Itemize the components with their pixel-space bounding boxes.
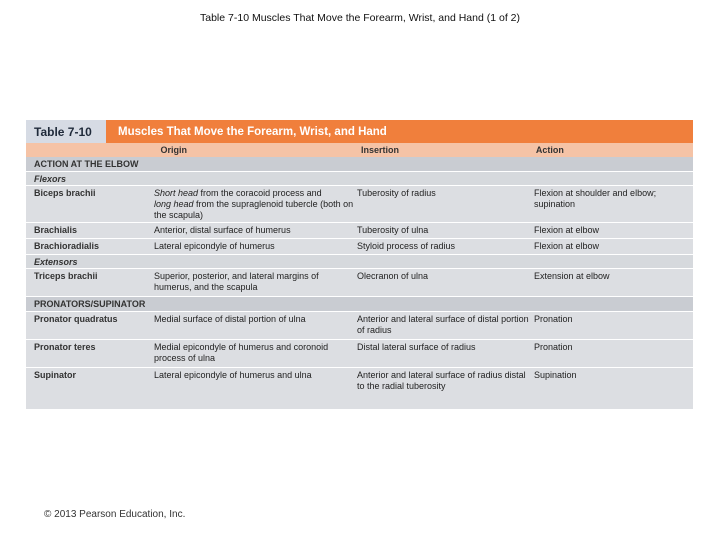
origin-cell — [154, 186, 357, 222]
muscle-name: Pronator teres — [34, 342, 96, 352]
origin-part: from the coracoid process and — [198, 188, 322, 198]
origin-cell: Lateral epicondyle of humerus — [154, 241, 275, 251]
insertion-cell: Anterior and lateral surface of radius distal to the radial tuberosity — [357, 370, 526, 391]
table-row — [26, 312, 693, 340]
table-header — [26, 120, 693, 143]
origin-cell: Superior, posterior, and lateral margins of humerus, and the scapula — [154, 271, 319, 292]
origin-cell: Medial epicondyle of humerus and coronoid process of ulna — [154, 342, 329, 363]
action-cell: Pronation — [534, 342, 573, 352]
origin-cell: Medial surface of distal portion of ulna — [154, 314, 306, 324]
table-row — [26, 340, 693, 368]
insertion-cell: Styloid process of radius — [357, 241, 456, 251]
table-row — [26, 186, 693, 223]
muscle-name: Supinator — [34, 370, 76, 380]
insertion-cell: Tuberosity of ulna — [357, 225, 429, 235]
table-number: Table 7-10 — [26, 120, 106, 143]
insertion-cell: Anterior and lateral surface of distal portion of radius — [357, 314, 529, 335]
section-action-at-elbow: ACTION AT THE ELBOW — [26, 157, 693, 172]
action-cell: Flexion at elbow — [534, 225, 600, 235]
muscle-name: Pronator quadratus — [34, 314, 118, 324]
origin-cell: Anterior, distal surface of humerus — [154, 225, 291, 235]
table-row — [26, 269, 693, 297]
table-row — [26, 368, 693, 396]
table-row — [26, 223, 693, 239]
table-caption: Muscles That Move the Forearm, Wrist, and Hand — [118, 125, 387, 138]
column-headers — [26, 143, 693, 157]
muscle-name: Biceps brachii — [34, 188, 96, 198]
column-header-origin: Origin — [160, 145, 187, 155]
action-cell: Supination — [534, 370, 577, 380]
muscle-name: Brachialis — [34, 225, 78, 235]
column-header-insertion: Insertion — [361, 145, 400, 155]
origin-part: from the supraglenoid tubercle (both on the scapula) — [154, 199, 354, 220]
muscle-name: Brachioradialis — [34, 241, 100, 251]
subsection-extensors: Extensors — [26, 255, 693, 269]
table-row — [26, 239, 693, 255]
muscle-name: Triceps brachii — [34, 271, 98, 281]
origin-part: long head — [154, 199, 194, 209]
action-cell: Flexion at shoulder and elbow; supination — [534, 188, 657, 209]
origin-part: Short head — [154, 188, 199, 198]
action-cell: Pronation — [534, 314, 573, 324]
slide-title: Table 7-10 Muscles That Move the Forearm, Wrist, and Hand (1 of 2) — [200, 12, 520, 24]
column-header-action: Action — [535, 145, 564, 155]
action-cell: Extension at elbow — [534, 271, 610, 281]
subsection-flexors: Flexors — [26, 172, 693, 186]
insertion-cell: Olecranon of ulna — [357, 271, 429, 281]
insertion-cell: Distal lateral surface of radius — [357, 342, 476, 352]
copyright-notice: © 2013 Pearson Education, Inc. — [44, 509, 186, 520]
action-cell: Flexion at elbow — [534, 241, 600, 251]
muscle-table — [26, 120, 693, 409]
section-pronators-supinator: PRONATORS/SUPINATOR — [26, 297, 693, 312]
insertion-cell: Tuberosity of radius — [357, 188, 436, 198]
origin-cell: Lateral epicondyle of humerus and ulna — [154, 370, 312, 380]
